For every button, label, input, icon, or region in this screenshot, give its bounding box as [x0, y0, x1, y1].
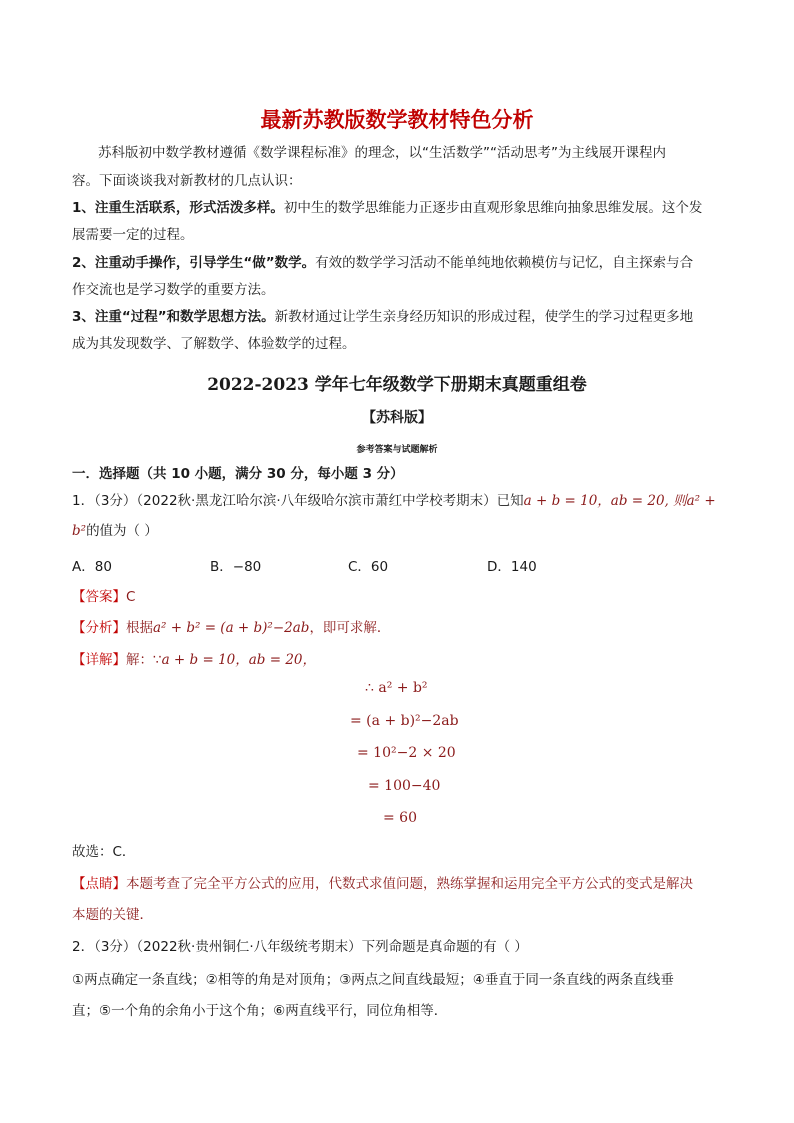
q1-answer [72, 587, 135, 607]
q2-line-2: ①两点确定一条直线；②相等的角是对顶角；③两点之间直线最短；④垂直于同一条直线的两条直线垂 [72, 972, 674, 988]
comment-tag: 【点睛】 [72, 876, 126, 892]
point-2-cont: 作交流也是学习数学的重要方法。 [72, 282, 275, 298]
point-2-text: 有效的数学学习活动不能单纯地依赖模仿与记忆，自主探索与合 [315, 255, 694, 271]
point-1-cont: 展需要一定的过程。 [72, 227, 194, 243]
point-3-cont: 成为其发现数学、了解数学、体验数学的过程。 [72, 336, 356, 352]
q1-line-2 [72, 521, 158, 541]
point-2 [72, 253, 693, 273]
q1-condition: a + b = 10，ab = 20, 则a² + [523, 493, 716, 509]
q1-analysis [72, 618, 390, 638]
solution-step-2: = (a + b)²−2ab [350, 713, 459, 729]
q1-option-a: A．80 [72, 559, 112, 575]
q1-comment [72, 874, 693, 894]
answer-tag: 【答案】 [72, 589, 126, 605]
point-3 [72, 307, 693, 327]
exam-edition: 【苏科版】 [362, 410, 432, 426]
answer-value: C [126, 589, 136, 605]
q1-source: 1．（3分）（2022秋·黑龙江哈尔滨·八年级哈尔滨市萧红中学校考期末）已知 [72, 493, 524, 509]
q1-comment-cont: 本题的关键． [72, 907, 153, 923]
detail-tag: 【详解】 [72, 652, 126, 668]
point-1-heading: 1、注重生活联系，形式活泼多样。 [72, 200, 284, 216]
exam-title: 2022-2023 学年七年级数学下册期末真题重组卷 [207, 375, 587, 395]
detail-pre: 解：∵ [126, 652, 162, 668]
solution-step-4: = 100−40 [368, 778, 441, 794]
solution-step-5: = 60 [383, 810, 417, 826]
q1-question: 的值为（ ） [86, 523, 158, 539]
q1-option-b: B．−80 [210, 559, 262, 575]
analysis-pre: 根据 [126, 620, 153, 636]
point-2-heading: 2、注重动手操作，引导学生“做”数学。 [72, 255, 316, 271]
solution-step-3: = 10²−2 × 20 [357, 745, 456, 761]
intro-line-2: 容。下面谈谈我对新教材的几点认识： [72, 173, 302, 189]
q1-option-c: C．60 [348, 559, 389, 575]
q2-line-3: 直；⑤一个角的余角小于这个角；⑥两直线平行，同位角相等． [72, 1003, 448, 1019]
q1-choose: 故选：C． [72, 844, 136, 860]
q1-line-1 [72, 491, 716, 511]
point-3-text: 新教材通过让学生亲身经历知识的形成过程，使学生的学习过程更多地 [274, 309, 694, 325]
analysis-formula: a² + b² = (a + b)²−2ab [153, 620, 310, 636]
comment-text: 本题考查了完全平方公式的应用，代数式求值问题，熟练掌握和运用完全平方公式的变式是解决 [126, 876, 693, 892]
intro-line-1: 苏科版初中数学教材遵循《数学课程标准》的理念，以“生活数学”“活动思考”为主线展开课程内 [98, 145, 666, 161]
q2-line-1: 2．（3分）（2022秋·贵州铜仁·八年级统考期末）下列命题是真命题的有（ ） [72, 939, 528, 955]
q1-option-d: D．140 [487, 559, 537, 575]
detail-given: a + b = 10，ab = 20， [161, 652, 317, 668]
page-title: 最新苏教版数学教材特色分析 [260, 108, 534, 132]
q1-detail [72, 650, 316, 670]
solution-step-1: ∴ a² + b² [365, 680, 428, 696]
point-1-text: 初中生的数学思维能力正逐步由直观形象思维向抽象思维发展。这个发 [283, 200, 703, 216]
point-3-heading: 3、注重“过程”和数学思想方法。 [72, 309, 275, 325]
analysis-tag: 【分析】 [72, 620, 126, 636]
point-1 [72, 198, 702, 218]
section-heading: 一．选择题（共 10 小题，满分 30 分，每小题 3 分） [72, 466, 404, 482]
exam-subtitle: 参考答案与试题解析 [356, 445, 438, 455]
q1-b-squared: b² [72, 523, 87, 539]
analysis-post: ，即可求解． [309, 620, 391, 636]
